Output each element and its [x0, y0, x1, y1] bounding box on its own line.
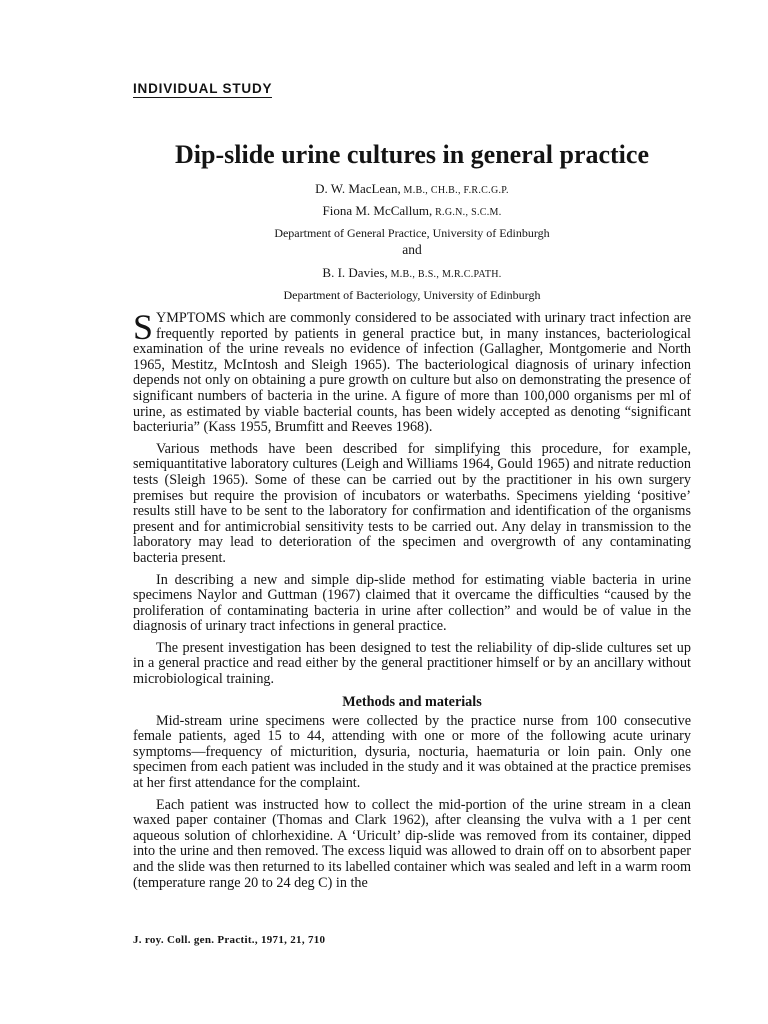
affiliation-2: Department of Bacteriology, University of Edinburgh — [283, 288, 541, 302]
author-1 — [133, 181, 691, 203]
author-2 — [133, 203, 691, 225]
article-body — [133, 307, 691, 897]
paragraph-6: Each patient was instructed how to collect the mid-portion of the urine stream in a clean waxed paper container (Thomas and Clark 1962), after cleansing the vulva with a 1 per cent aqueous solution of chlorhexidine. A ‘Uricult’ dip-slide was removed from its container, dipped into the urine and then removed. The excess liquid was allowed to drain off on to absorbent paper and the slide was then returned to its labelled container which was sealed and left in a warm room (temperature range 20 to 24 deg C) in the — [133, 796, 691, 891]
author-1-name: D. W. MacLean, — [315, 181, 401, 196]
author-3 — [133, 265, 691, 287]
affiliation-1: Department of General Practice, University of Edinburgh — [274, 226, 550, 240]
author-2-name: Fiona M. McCallum, — [322, 203, 433, 218]
author-1-credentials: M.B., CH.B., F.R.C.G.P. — [400, 185, 509, 196]
article-title: Dip-slide urine cultures in general practice — [175, 140, 649, 169]
author-3-credentials: M.B., B.S., M.R.C.PATH. — [387, 269, 502, 280]
author-block — [133, 181, 691, 309]
paragraph-2: Various methods have been described for simplifying this procedure, for example, semiquantitative laboratory cultures (Leigh and Williams 1964, Gould 1965) and nitrate reduction tests (Sleigh 1965). Some of these can be carried out by the practitioner in his own surgery premises but require the provision of incubators or waterbaths. Specimens yielding ‘positive’ results still have to be sent to the laboratory for confirmation and identification of the organisms present and for antimicrobial sensitivity tests to be carried out. Any delay in transmission to the laboratory may lead to deterioration of the specimen and overgrowth of any contaminating bacteria present. — [133, 440, 691, 566]
paragraph-1-text: YMPTOMS which are commonly considered to be associated with urinary tract infection are frequently reported by patients in general practice but, in many instances, bacteriological examination of the urine reveals no evidence of infection (Gallagher, Montgomerie and North 1965, Mestitz, McIntosh and Sleigh 1965). The bacteriological diagnosis of urinary infection depends not only on obtaining a pure growth on culture but also on demonstrating the presence of significant numbers of bacteria in the urine. A figure of more than 100,000 organisms per ml of urine, as estimated by viable bacterial counts, has been widely accepted as denoting “significant bacteriuria” (Kass 1955, Brumfitt and Reeves 1968). — [133, 310, 691, 436]
paragraph-5: Mid-stream urine specimens were collected by the practice nurse from 100 consecutive female patients, aged 15 to 44, attending with one or more of the following acute urinary symptoms—frequency of micturition, dysuria, nocturia, haematuria or loin pain. Only one specimen from each patient was included in the study and it was obtained at the practice premises at her first attendance for the complaint. — [133, 712, 691, 792]
paragraph-3: In describing a new and simple dip-slide method for estimating viable bacteria in urine specimens Naylor and Guttman (1967) claimed that it overcame the difficulties “caused by the proliferation of contaminating bacteria in urine after collection” and would be of value in the diagnosis of urinary tract infections in general practice. — [133, 571, 691, 635]
section-heading: Methods and materials — [342, 693, 482, 710]
author-3-name: B. I. Davies, — [322, 265, 388, 280]
author-2-credentials: R.G.N., S.C.M. — [432, 207, 502, 218]
drop-cap: S — [133, 307, 154, 347]
journal-citation: J. roy. Coll. gen. Practit., 1971, 21, 710 — [133, 934, 326, 946]
paragraph-4: The present investigation has been designed to test the reliability of dip-slide cultures set up in a general practice and read either by the general practitioner himself or by an ancillary without microbiological training. — [133, 639, 691, 688]
author-conjunction: and — [402, 242, 422, 257]
paragraph-1 — [133, 307, 691, 436]
section-label: INDIVIDUAL STUDY — [133, 81, 273, 96]
